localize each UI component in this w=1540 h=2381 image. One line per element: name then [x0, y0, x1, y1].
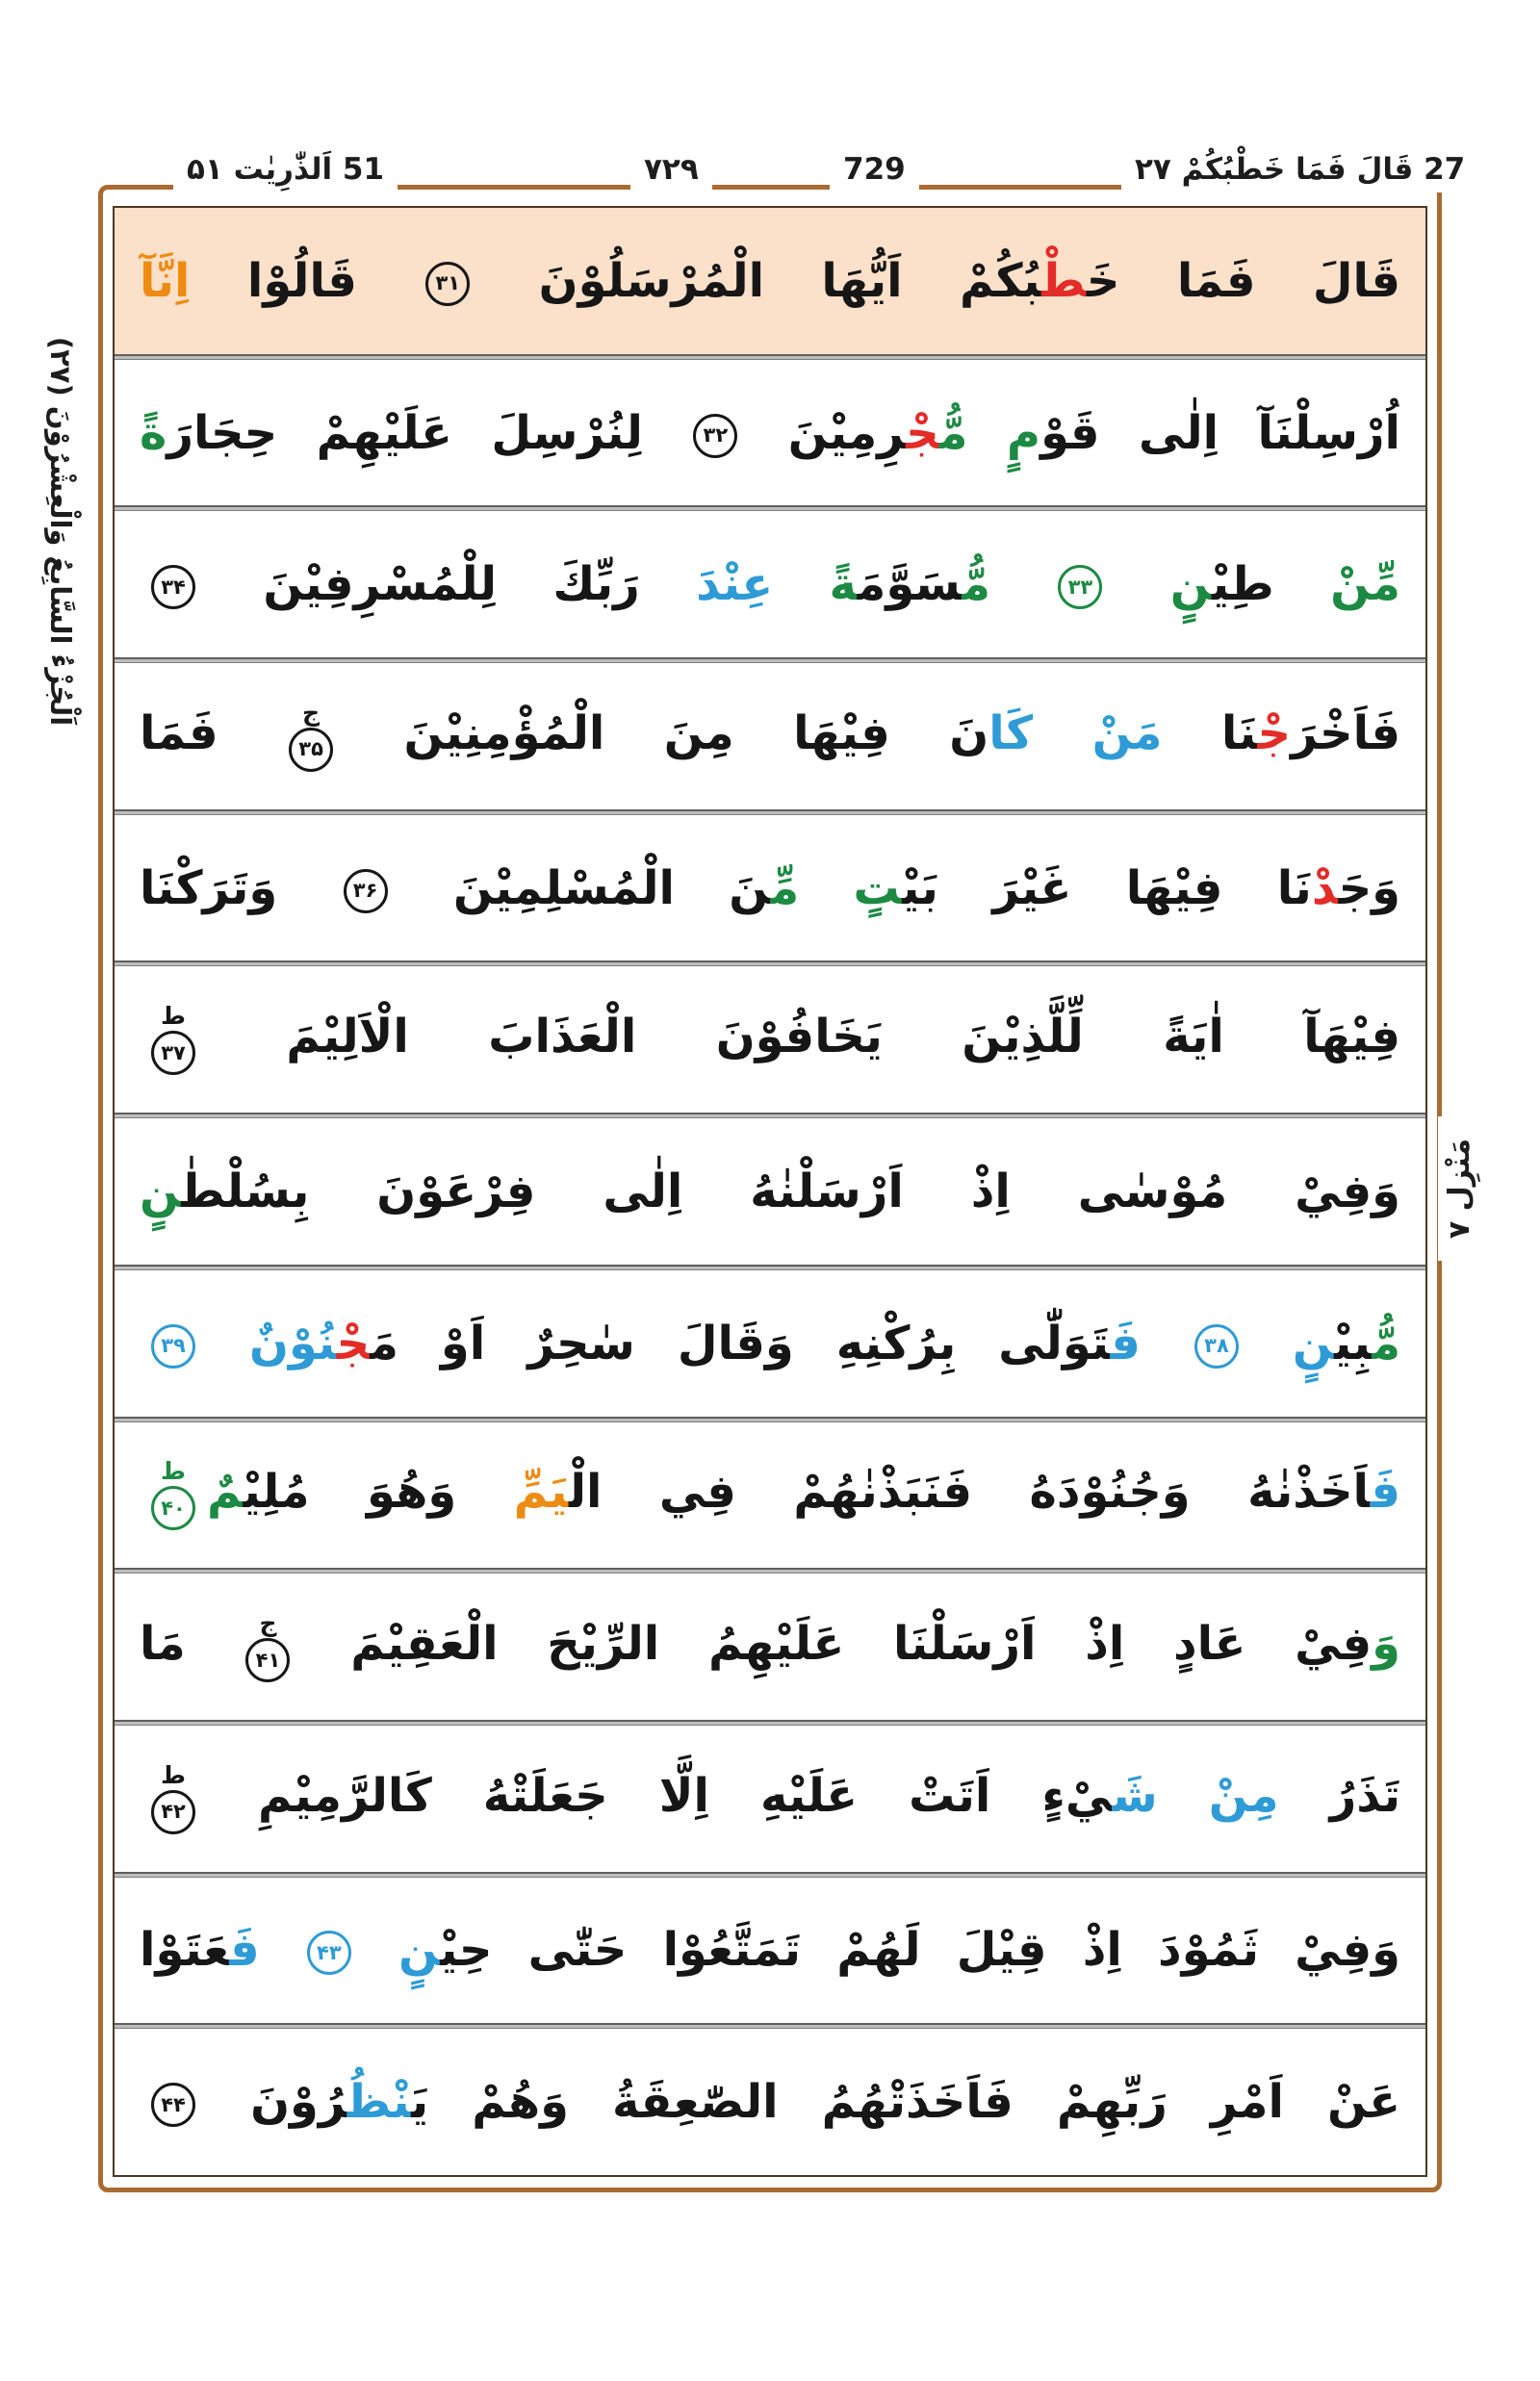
quran-line-text — [115, 698, 1425, 772]
verse-number-badge: ۳۷ — [151, 1031, 195, 1075]
verse-marker — [151, 565, 195, 609]
quran-line-text — [115, 859, 1425, 917]
verse-marker — [151, 1760, 195, 1834]
tajweed-segment: طْ — [1041, 253, 1087, 308]
tajweed-segment: اَخَذْنٰهُ وَجُنُوْدَهُ فَنَبَذْنٰهُمْ فِي الْ — [568, 1465, 1371, 1520]
tajweed-segment: جْ — [1257, 705, 1292, 760]
quran-line-text — [115, 1459, 1425, 1530]
tajweed-segment: لِنُرْسِلَ عَلَيْهِمْ حِجَارَ — [167, 405, 682, 460]
tajweed-segment: مِّنْ — [1273, 557, 1401, 612]
quran-line-text — [115, 2073, 1425, 2131]
verse-marker — [693, 414, 737, 458]
verse-number-badge: ۴۲ — [151, 1790, 195, 1834]
tajweed-segment: وَفِيْ مُوْسٰى اِذْ اَرْسَلْنٰهُ اِلٰى فِرْعَوْنَ بِسُلْطٰ — [181, 1164, 1400, 1218]
quran-row — [115, 1270, 1425, 1417]
tajweed-segment: تَذَرُ — [1278, 1768, 1400, 1823]
tajweed-segment: رُوْنَ — [207, 2075, 347, 2130]
verse-marker — [151, 1324, 195, 1369]
tajweed-segment: بُكُمْ اَيُّهَا الْمُرْسَلُوْنَ — [481, 253, 1042, 308]
verse-number-badge: ۳۱ — [425, 262, 470, 306]
tajweed-segment: عَنْ اَمْرِ رَبِّهِمْ فَاَخَذَتْهُمُ الصّٰعِقَةُ وَهُمْ يَ — [411, 2075, 1401, 2130]
quran-row — [115, 511, 1425, 657]
quran-row — [115, 1422, 1425, 1569]
quran-line-text — [115, 1315, 1425, 1372]
tajweed-segment: سَوَّمَ — [857, 557, 962, 612]
page-number-arabic: ۷۲۹ — [630, 146, 712, 192]
verse-marker — [307, 1931, 351, 1975]
tajweed-segment: نَا فِيْهَا غَيْرَ بَيْ — [902, 860, 1312, 915]
tajweed-segment: قَالَ فَمَا خَ — [1086, 253, 1401, 308]
quran-text-panel — [113, 206, 1427, 2177]
verse-marker — [1058, 565, 1102, 609]
tajweed-segment: نْظُ — [346, 2075, 412, 2130]
verse-number-badge: ۳۲ — [693, 414, 737, 458]
tajweed-segment: مُّ — [962, 557, 1047, 612]
tajweed-segment: نٍ — [1114, 557, 1212, 612]
verse-marker — [1194, 1324, 1239, 1369]
quran-line-text — [115, 1163, 1425, 1220]
tajweed-segment: وَ — [1372, 1617, 1401, 1672]
tajweed-segment: مَنْ كَا — [988, 705, 1163, 760]
tajweed-segment: وَجَ — [1338, 860, 1401, 915]
waqf-stop-mark: ج — [259, 1609, 277, 1638]
tajweed-segment: مٍ مُّ — [938, 405, 1041, 460]
tajweed-segment: فَ — [1110, 1316, 1183, 1370]
quran-row — [115, 360, 1425, 506]
tajweed-segment: نٍ — [140, 1164, 182, 1218]
tajweed-segment: تٍ مِّ — [770, 860, 903, 915]
quran-row — [115, 663, 1425, 809]
quran-line-text — [115, 404, 1425, 462]
waqf-stop-mark: ط — [161, 1457, 186, 1486]
tajweed-segment: فَ — [229, 1923, 295, 1978]
tajweed-segment: فِيْهَآ اٰيَةً لِّلَّذِيْنَ يَخَافُوْنَ الْعَذَابَ الْاَلِيْمَ — [207, 1010, 1400, 1064]
tajweed-segment: رِمِيْنَ — [749, 405, 907, 460]
tajweed-segment: رَبِّكَ لِلْمُسْرِفِيْنَ — [207, 557, 640, 612]
tajweed-segment: عِنْدَ — [639, 557, 774, 612]
quran-row — [115, 208, 1425, 354]
tajweed-segment: بِيْ — [1334, 1316, 1373, 1370]
juz-side-label: اَلْجُزْءُ السَّابِعُ وَالْعِشْرُوْنَ (۲۷) — [44, 336, 77, 727]
verse-marker — [425, 262, 470, 306]
verse-number-badge: ۳۹ — [151, 1324, 195, 1369]
verse-number-badge: ۴۴ — [151, 2083, 195, 2127]
tajweed-segment: يْءٍ اَتَتْ عَلَيْهِ اِلَّا جَعَلَتْهُ كَالرَّمِيْمِ — [207, 1768, 1113, 1823]
verse-marker — [344, 869, 388, 913]
tajweed-segment: وَهُوَ مُلِيْ — [243, 1465, 457, 1520]
tajweed-segment: فَ — [1370, 1465, 1401, 1520]
tajweed-segment: دْ — [1311, 860, 1339, 915]
tajweed-segment: مٌ — [207, 1465, 244, 1520]
quran-row — [115, 1574, 1425, 1720]
waqf-stop-mark: ط — [161, 1760, 186, 1789]
quran-row — [115, 2029, 1425, 2175]
verse-number-badge: ۳۶ — [344, 869, 388, 913]
quran-line-text — [115, 252, 1425, 310]
juz-header-label: 27 قَالَ فَمَا خَطْبُكُمْ ۲۷ — [1121, 146, 1478, 192]
tajweed-segment: يَمِّ — [456, 1465, 569, 1520]
quran-row — [115, 1118, 1425, 1265]
tajweed-segment: فَاَخْرَ — [1291, 705, 1401, 760]
verse-marker — [289, 698, 333, 772]
quran-row — [115, 815, 1425, 961]
quran-line-text — [115, 1760, 1425, 1834]
tajweed-segment: قَالُوْا — [190, 253, 415, 308]
quran-line-text — [115, 1611, 1425, 1682]
quran-line-text — [115, 1004, 1425, 1075]
tajweed-segment: نَا — [1162, 705, 1258, 760]
verse-number-badge: ۴۰ — [151, 1486, 195, 1530]
quran-rows — [115, 208, 1425, 2175]
verse-marker — [245, 1611, 290, 1682]
tajweed-segment: تَوَلّٰى بِرُكْنِهِ وَقَالَ سٰحِرٌ اَوْ مَ — [370, 1316, 1111, 1370]
verse-number-badge: ۳۵ — [289, 728, 333, 772]
verse-marker — [151, 1004, 195, 1075]
verse-number-badge: ۴۱ — [245, 1638, 290, 1682]
verse-marker — [151, 1459, 195, 1530]
page-number-western: 729 — [830, 146, 919, 192]
tajweed-segment: نُوْنٌ — [207, 1316, 337, 1370]
tajweed-segment: نٍ — [362, 1923, 441, 1978]
tajweed-segment: نَ الْمُسْلِمِيْنَ — [398, 860, 771, 915]
tajweed-segment: وَفِيْ ثَمُوْدَ اِذْ قِيْلَ لَهُمْ تَمَتَّعُوْا حَتّٰى حِيْ — [440, 1923, 1401, 1978]
tajweed-segment: اُرْسِلْنَآ اِلٰى قَوْ — [1040, 405, 1401, 460]
tajweed-segment: فَمَا — [140, 705, 278, 760]
waqf-stop-mark: ط — [161, 1002, 186, 1031]
tajweed-segment: ةً — [140, 405, 167, 460]
verse-number-badge: ۳۸ — [1194, 1324, 1239, 1369]
manzil-marker: مَنْزِل ۷ — [1438, 1116, 1482, 1261]
tajweed-segment: وَتَرَكْنَا — [140, 860, 332, 915]
quran-line-text — [115, 1921, 1425, 1979]
quran-row — [115, 1878, 1425, 2024]
tajweed-segment: مِنْ شَ — [1112, 1768, 1279, 1823]
tajweed-segment: اِنَّآ — [140, 253, 191, 308]
quran-row — [115, 1726, 1425, 1872]
quran-row — [115, 966, 1425, 1113]
tajweed-segment: عَتَوْا — [140, 1923, 230, 1978]
tajweed-segment: ةً — [773, 557, 858, 612]
tajweed-segment: طِيْ — [1211, 557, 1274, 612]
tajweed-segment: مَا — [140, 1617, 235, 1672]
surah-title-label: 51 اَلذّٰرِيٰت ۵۱ — [173, 146, 398, 192]
waqf-stop-mark: ج — [302, 698, 321, 727]
tajweed-segment: مُّ — [1372, 1316, 1401, 1370]
verse-number-badge: ۳۴ — [151, 565, 195, 609]
verse-marker — [151, 2083, 195, 2127]
tajweed-segment: نَ فِيْهَا مِنَ الْمُؤْمِنِيْنَ — [345, 705, 989, 760]
verse-number-badge: ۴۳ — [307, 1931, 351, 1975]
tajweed-segment: جْ — [336, 1316, 371, 1370]
tajweed-segment: جْ — [906, 405, 939, 460]
quran-line-text — [115, 555, 1425, 613]
tajweed-segment: فِيْ عَادٍ اِذْ اَرْسَلْنَا عَلَيْهِمُ الرِّيْحَ الْعَقِيْمَ — [301, 1617, 1373, 1672]
verse-number-badge: ۳۳ — [1058, 565, 1102, 609]
tajweed-segment: نٍ — [1249, 1316, 1335, 1370]
